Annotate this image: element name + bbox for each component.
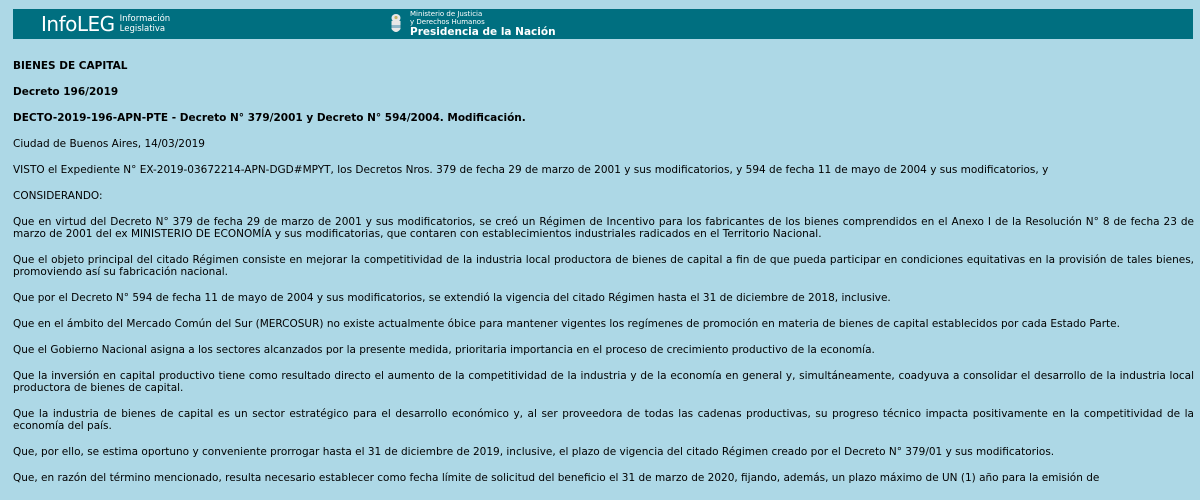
considerando-paragraph: Que en virtud del Decreto N° 379 de fecha 29 de marzo de 2001 y sus modificatorios, se creó un Régimen de Incentivo para los fabricantes de los bienes comprendidos en el Anexo I de la Resolución N° 8 de fecha 23 de marzo de 2001 del ex MINISTERIO DE ECONOMÍA y sus modificatorias, que contaren con establecimientos industriales radicados en el Territorio Nacional.: [13, 216, 1194, 240]
coat-of-arms-icon: [389, 12, 403, 36]
infoleg-logo[interactable]: [41, 14, 170, 34]
considerando-paragraph: Que por el Decreto N° 594 de fecha 11 de mayo de 2004 y sus modificatorios, se extendió la vigencia del citado Régimen hasta el 31 de diciembre de 2018, inclusive.: [13, 292, 891, 304]
decree-subject: DECTO-2019-196-APN-PTE - Decreto N° 379/2001 y Decreto N° 594/2004. Modificación.: [13, 112, 526, 124]
ministry-name-line2: y Derechos Humanos: [410, 18, 485, 26]
ministry-name-line1: Ministerio de Justicia: [410, 10, 483, 18]
visto-paragraph: VISTO el Expediente N° EX-2019-03672214-APN-DGD#MPYT, los Decretos Nros. 379 de fecha 29 de marzo de 2001 y sus modificatorios, y 594 de fecha 11 de mayo de 2004 y sus modificatorios, y: [13, 164, 1049, 176]
document-category: BIENES DE CAPITAL: [13, 60, 128, 72]
ministry-logo[interactable]: [389, 9, 556, 39]
decree-number: Decreto 196/2019: [13, 86, 119, 98]
considerando-paragraph: Que el objeto principal del citado Régimen consiste en mejorar la competitividad de la industria local productora de bienes de capital a fin de que pueda participar en condiciones equitativas en la provisión de tales bienes, promoviendo así su fabricación nacional.: [13, 254, 1194, 278]
considerando-heading: CONSIDERANDO:: [13, 190, 103, 202]
ministry-text: [410, 10, 556, 38]
logo-wordmark: InfoLEG: [41, 12, 115, 36]
considerando-paragraph: Que la industria de bienes de capital es un sector estratégico para el desarrollo económico y, al ser proveedora de todas las cadenas productivas, su progreso técnico impacta positivamente en la competitividad de la economía del país.: [13, 408, 1194, 432]
document-body: [13, 60, 1194, 498]
logo-subtitle-line2: Legislativa: [119, 24, 166, 34]
considerando-paragraph: Que la inversión en capital productivo tiene como resultado directo el aumento de la competitividad de la industria y de la economía en general y, simultáneamente, coadyuva a consolidar el desarrollo de la industria local productora de bienes de capital.: [13, 370, 1194, 394]
considerando-paragraph: Que, en razón del término mencionado, resulta necesario establecer como fecha límite de solicitud del beneficio el 31 de marzo de 2020, fijando, además, un plazo máximo de UN (1) año para la emisión de: [13, 472, 1100, 484]
presidency-name: Presidencia de la Nación: [410, 26, 556, 38]
header-banner: [13, 9, 1193, 39]
place-date: Ciudad de Buenos Aires, 14/03/2019: [13, 138, 205, 150]
logo-subtitle: [120, 14, 171, 34]
logo-subtitle-line1: Información: [119, 14, 171, 24]
considerando-paragraph: Que, por ello, se estima oportuno y conveniente prorrogar hasta el 31 de diciembre de 2019, inclusive, el plazo de vigencia del citado Régimen creado por el Decreto N° 379/01 y sus modificatorios.: [13, 446, 1055, 458]
considerando-paragraph: Que el Gobierno Nacional asigna a los sectores alcanzados por la presente medida, prioritaria importancia en el proceso de crecimiento productivo de la economía.: [13, 344, 875, 356]
considerando-paragraph: Que en el ámbito del Mercado Común del Sur (MERCOSUR) no existe actualmente óbice para mantener vigentes los regímenes de promoción en materia de bienes de capital establecidos por cada Estado Parte.: [13, 318, 1120, 330]
